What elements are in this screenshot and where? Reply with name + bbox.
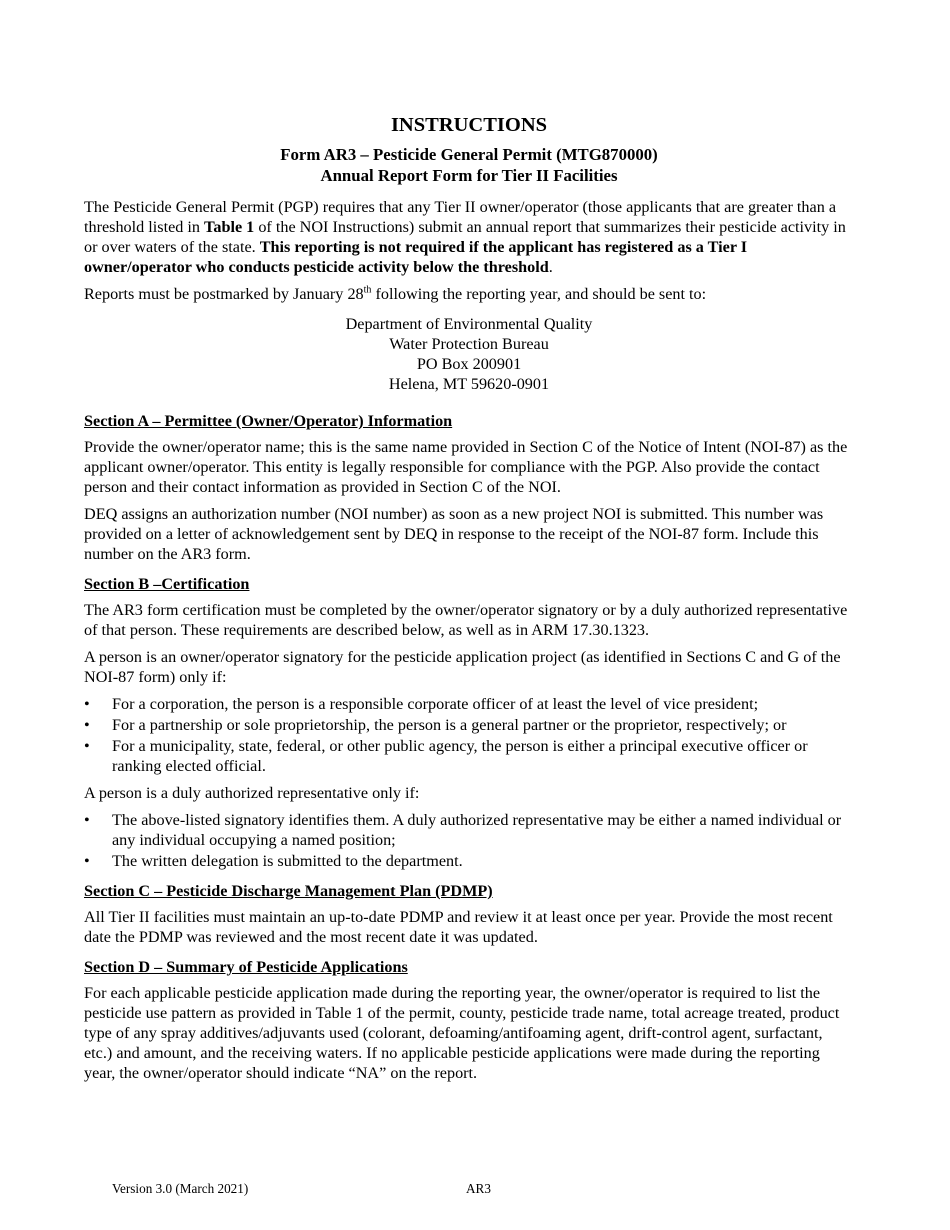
list-item-text: The written delegation is submitted to the department.: [112, 852, 463, 870]
section-b-heading: Section B –Certification: [84, 575, 250, 593]
address-line: Helena, MT 59620-0901: [388, 375, 550, 393]
list-item-text: For a corporation, the person is a responsible corporate officer of at least the level of vice president;: [112, 695, 759, 713]
intro-bold-table-ref: Table 1: [204, 218, 255, 236]
representative-list: [84, 810, 854, 871]
intro-text-1: The Pesticide General Permit (PGP) requires that any Tier II owner/operator (those applicants that are greater than a threshold listed in: [84, 198, 837, 236]
bullet-icon: •: [84, 737, 90, 755]
section-d-paragraph: For each applicable pesticide application made during the reporting year, the owner/operator is required to list the pesticide use pattern as provided in Table 1 of the permit, county, pesticide trade name, total acreage treated, product type of any spray additives/adjuvants used (colorant, defoaming/antifoaming agent, drift-control agent, surfactant, etc.) and amount, and the receiving waters. If no applicable pesticide applications were made during the reporting year, the owner/operator should indicate “NA” on the report.: [84, 984, 840, 1082]
footer-version: Version 3.0 (March 2021): [112, 1181, 249, 1196]
postmark-paragraph: [84, 284, 854, 304]
section-b-paragraph: A person is a duly authorized representative only if:: [84, 784, 420, 802]
list-item: [84, 715, 854, 735]
list-item: [84, 851, 854, 871]
list-item: [84, 694, 854, 714]
form-subtitle-line2: Annual Report Form for Tier II Facilities: [320, 166, 618, 185]
address-line: Department of Environmental Quality: [345, 315, 593, 333]
address-line: Water Protection Bureau: [389, 335, 549, 353]
form-subtitle-line1: Form AR3 – Pesticide General Permit (MTG870000): [280, 145, 658, 164]
intro-bold-exemption: This reporting is not required if the applicant has registered as a Tier I owner/operator who conducts pesticide activity below the threshold: [84, 238, 748, 276]
section-d-heading: Section D – Summary of Pesticide Applications: [84, 958, 408, 976]
section-b-paragraph: The AR3 form certification must be completed by the owner/operator signatory or by a duly authorized representative of that person. These requirements are described below, as well as in ARM 17.30.1323.: [84, 601, 848, 639]
section-c-heading: Section C – Pesticide Discharge Management Plan (PDMP): [84, 882, 493, 900]
list-item-text: The above-listed signatory identifies them. A duly authorized representative may be either a named individual or any individual occupying a named position;: [112, 811, 842, 849]
address-line: PO Box 200901: [416, 355, 522, 373]
intro-text-3: .: [548, 258, 553, 276]
postmark-text-after: following the reporting year, and should be sent to:: [371, 285, 707, 303]
signatory-list: [84, 694, 854, 776]
instructions-page: [84, 112, 854, 1090]
bullet-icon: •: [84, 811, 90, 829]
section-c-paragraph: All Tier II facilities must maintain an up-to-date PDMP and review it at least once per year. Provide the most recent date the PDMP was reviewed and the most recent date it was updated.: [84, 908, 833, 946]
postmark-text: Reports must be postmarked by January 28: [84, 285, 364, 303]
intro-paragraph: [84, 197, 854, 277]
list-item-text: For a municipality, state, federal, or other public agency, the person is either a principal executive officer or ranking elected official.: [112, 737, 808, 775]
list-item: [84, 810, 854, 850]
section-a-paragraph: Provide the owner/operator name; this is the same name provided in Section C of the Notice of Intent (NOI-87) as the applicant owner/operator. This entity is legally responsible for compliance with the PGP. Also provide the contact person and their contact information as provided in Section C of the NOI.: [84, 438, 848, 496]
section-a-paragraph: DEQ assigns an authorization number (NOI number) as soon as a new project NOI is submitted. This number was provided on a letter of acknowledgement sent by DEQ in response to the receipt of the NOI-87 form. Include this number on the AR3 form.: [84, 505, 824, 563]
page-title: INSTRUCTIONS: [390, 114, 548, 136]
footer-form-id: AR3: [466, 1181, 491, 1196]
section-b-paragraph: A person is an owner/operator signatory for the pesticide application project (as identified in Sections C and G of the NOI-87 form) only if:: [84, 648, 841, 686]
section-a-heading: Section A – Permittee (Owner/Operator) Information: [84, 412, 453, 430]
bullet-icon: •: [84, 716, 90, 734]
bullet-icon: •: [84, 695, 90, 713]
postmark-superscript: th: [363, 284, 372, 296]
mailing-address: [84, 314, 854, 394]
list-item: [84, 736, 854, 776]
intro-text-2: of the NOI Instructions) submit an annual report that summarizes their pesticide activity in or over waters of the state.: [84, 218, 846, 256]
bullet-icon: •: [84, 852, 90, 870]
list-item-text: For a partnership or sole proprietorship, the person is a general partner or the proprietor, respectively; or: [112, 716, 787, 734]
